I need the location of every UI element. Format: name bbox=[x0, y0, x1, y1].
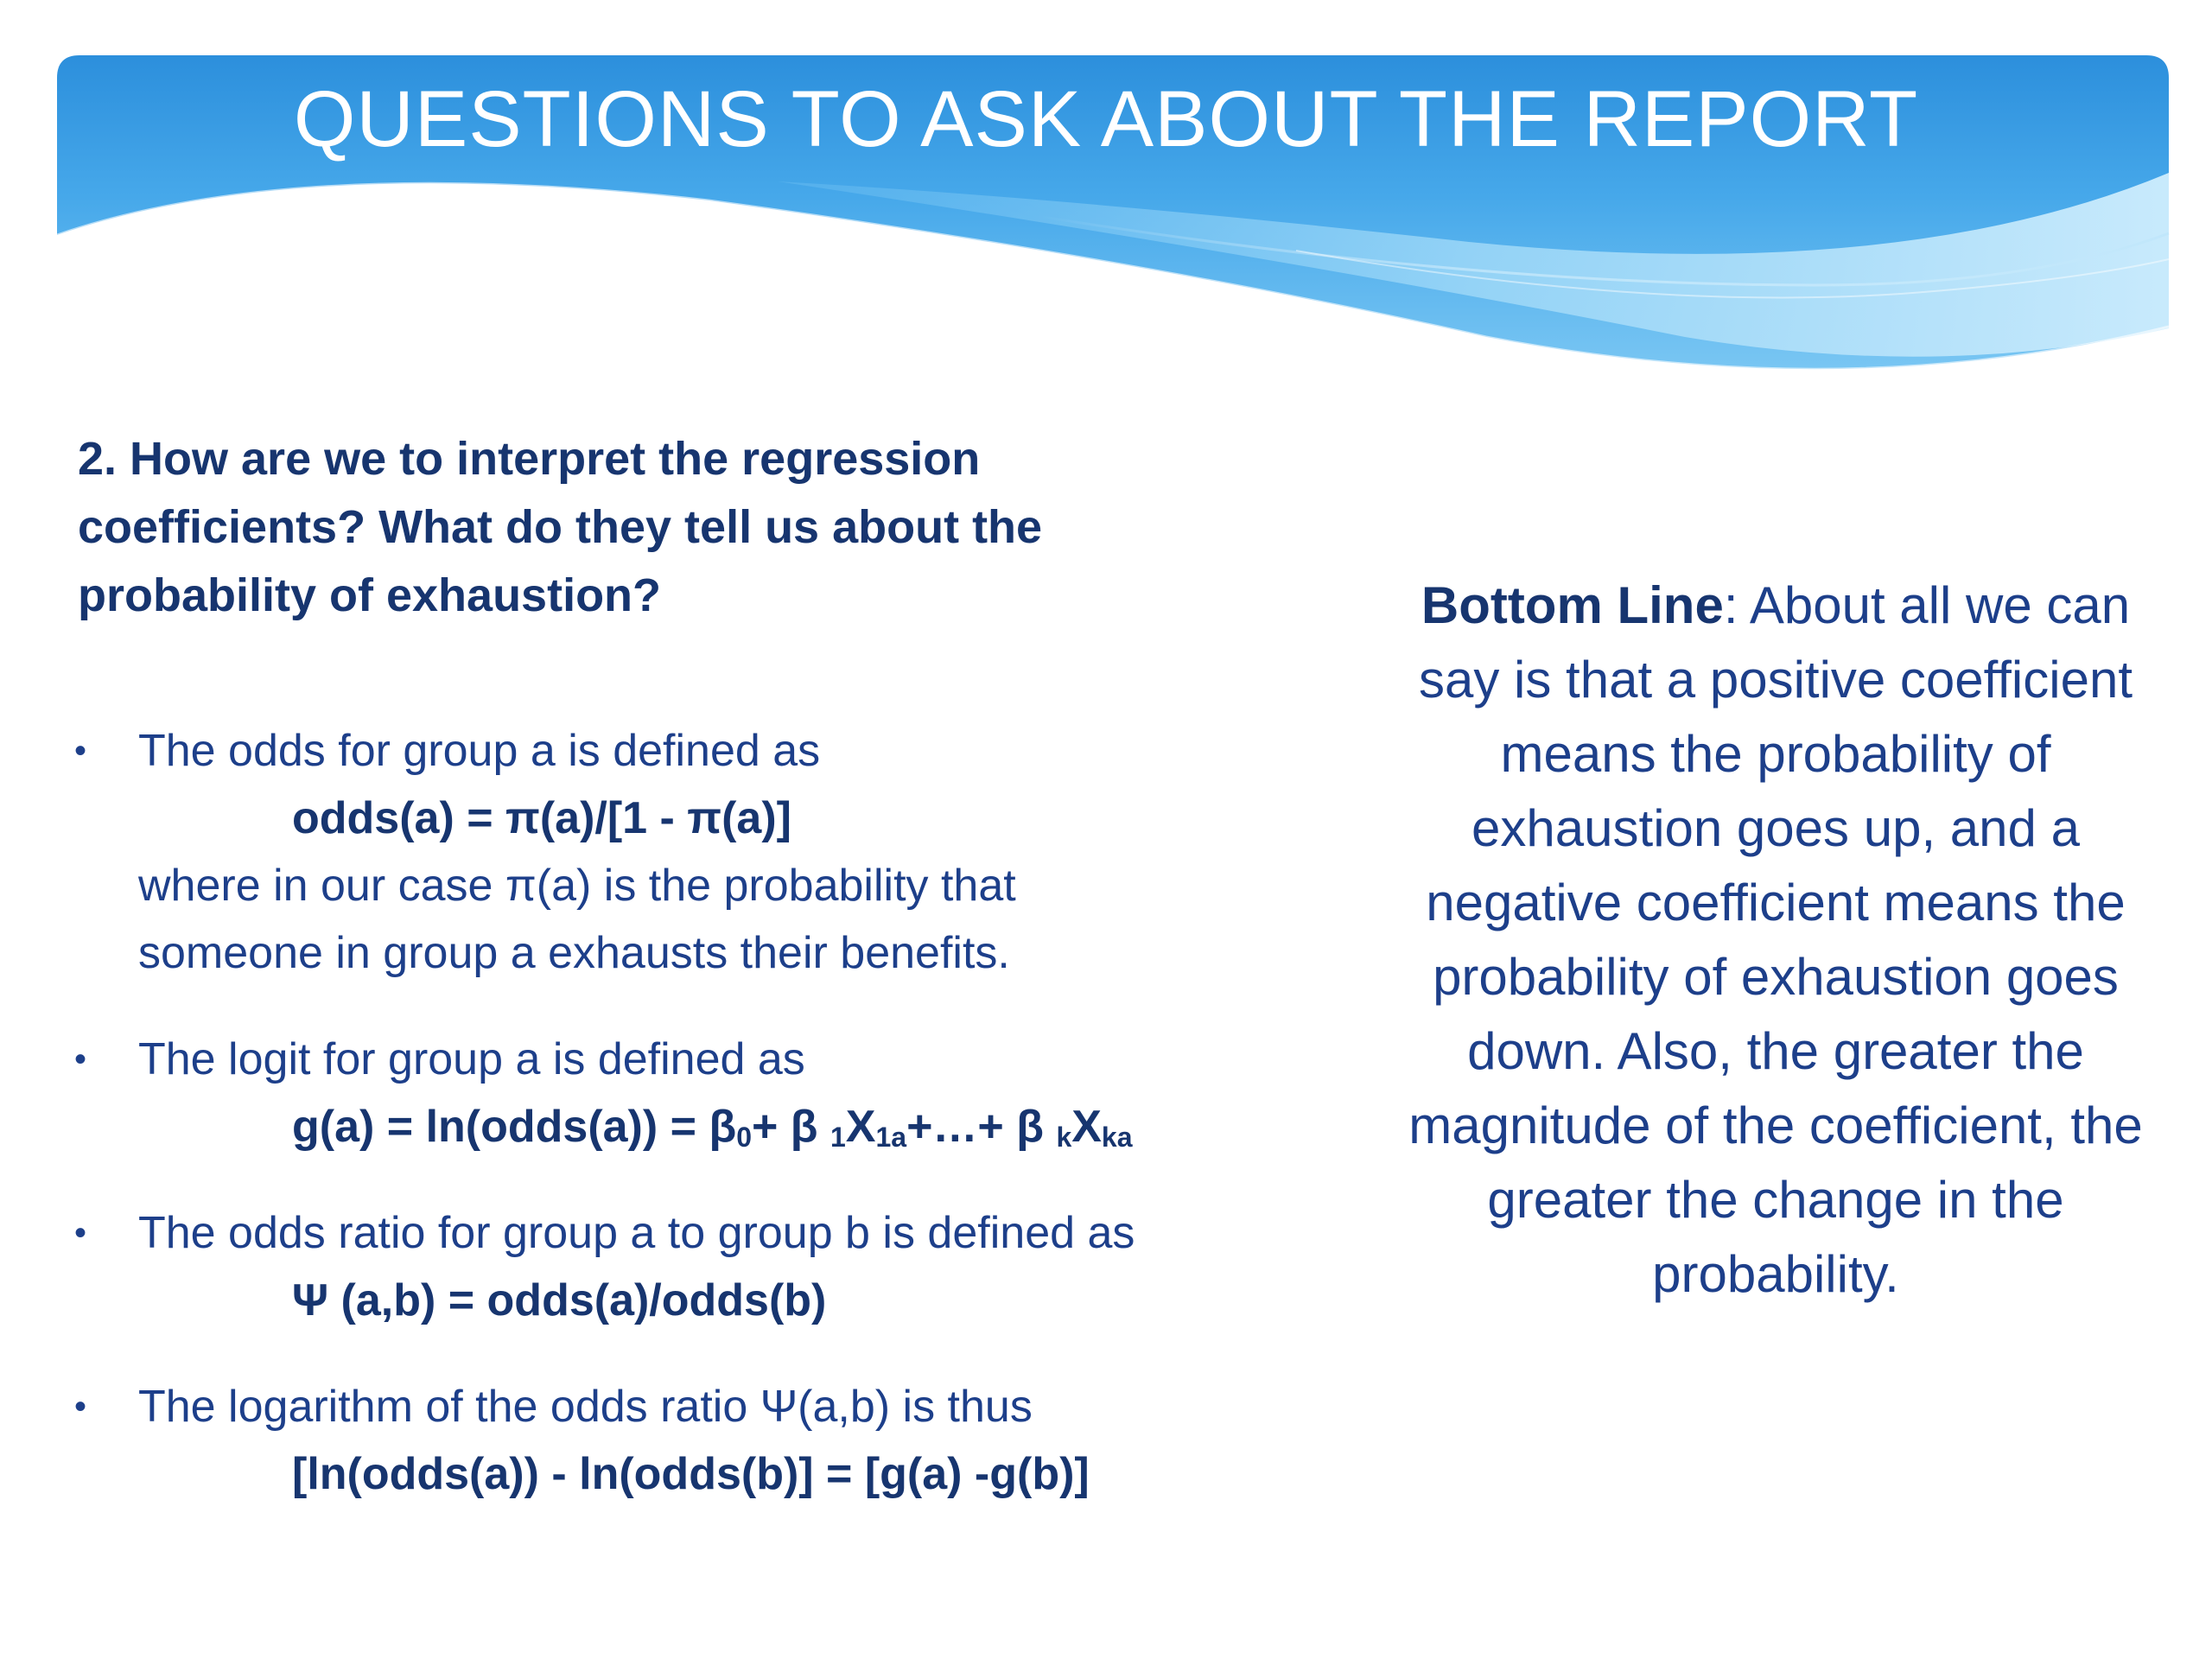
question-line: coefficients? What do they tell us about the bbox=[78, 501, 1043, 553]
formula-subscript: k bbox=[1056, 1122, 1072, 1153]
bullet-text: The logit for group a is defined as bbox=[138, 1034, 805, 1084]
log-odds-ratio-formula: [ln(odds(a)) - ln(odds(b)] = [g(a) -g(b)] bbox=[292, 1449, 1090, 1499]
formula-part: X bbox=[845, 1102, 876, 1152]
list-item bbox=[67, 1373, 1363, 1508]
formula-part: +…+ β bbox=[906, 1102, 1057, 1152]
header-banner bbox=[0, 0, 2212, 406]
definitions-list bbox=[67, 717, 1363, 1508]
question-line: 2. How are we to interpret the regression bbox=[78, 433, 981, 485]
list-item bbox=[67, 1026, 1363, 1160]
slide-title: QUESTIONS TO ASK ABOUT THE REPORT bbox=[293, 75, 1919, 163]
bottom-line-label: Bottom Line bbox=[1421, 576, 1724, 634]
formula-part: X bbox=[1071, 1102, 1102, 1152]
odds-formula: odds(a) = π(a)/[1 - π(a)] bbox=[292, 793, 791, 843]
formula-subscript: 1a bbox=[875, 1122, 907, 1153]
bullet-icon: • bbox=[73, 1388, 86, 1426]
bullet-continuation: someone in group a exhausts their benefits. bbox=[138, 928, 1010, 978]
bullet-text: The odds for group a is defined as bbox=[138, 726, 821, 776]
formula-subscript: 0 bbox=[736, 1122, 752, 1153]
logit-formula bbox=[138, 1093, 1363, 1160]
odds-ratio-formula: Ψ (a,b) = odds(a)/odds(b) bbox=[292, 1275, 827, 1325]
bottom-line-text: : About all we can say is that a positive coefficient means the probability of exhaustion goes up, and a negative coefficient means the probability of exhaustion goes down. Also, the greater the magnitude of the coefficient, the greater the change in the probability. bbox=[1408, 576, 2143, 1303]
question-line: probability of exhaustion? bbox=[78, 569, 662, 621]
bullet-text: The odds ratio for group a to group b is defined as bbox=[138, 1208, 1135, 1258]
formula-subscript: ka bbox=[1101, 1122, 1133, 1153]
question-heading bbox=[78, 425, 1227, 630]
bullet-text: The logarithm of the odds ratio Ψ(a,b) is thus bbox=[138, 1382, 1033, 1432]
list-item bbox=[67, 1199, 1363, 1334]
formula-part: g(a) = ln(odds(a)) = β bbox=[292, 1102, 737, 1152]
formula-part: + β bbox=[751, 1102, 830, 1152]
bullet-icon: • bbox=[73, 1040, 86, 1078]
bottom-line-callout bbox=[1400, 569, 2152, 1312]
bullet-icon: • bbox=[73, 1214, 86, 1252]
formula-subscript: 1 bbox=[830, 1122, 846, 1153]
bullet-continuation: where in our case π(a) is the probability that bbox=[138, 861, 1016, 911]
list-item bbox=[67, 717, 1363, 987]
bullet-icon: • bbox=[73, 732, 86, 770]
